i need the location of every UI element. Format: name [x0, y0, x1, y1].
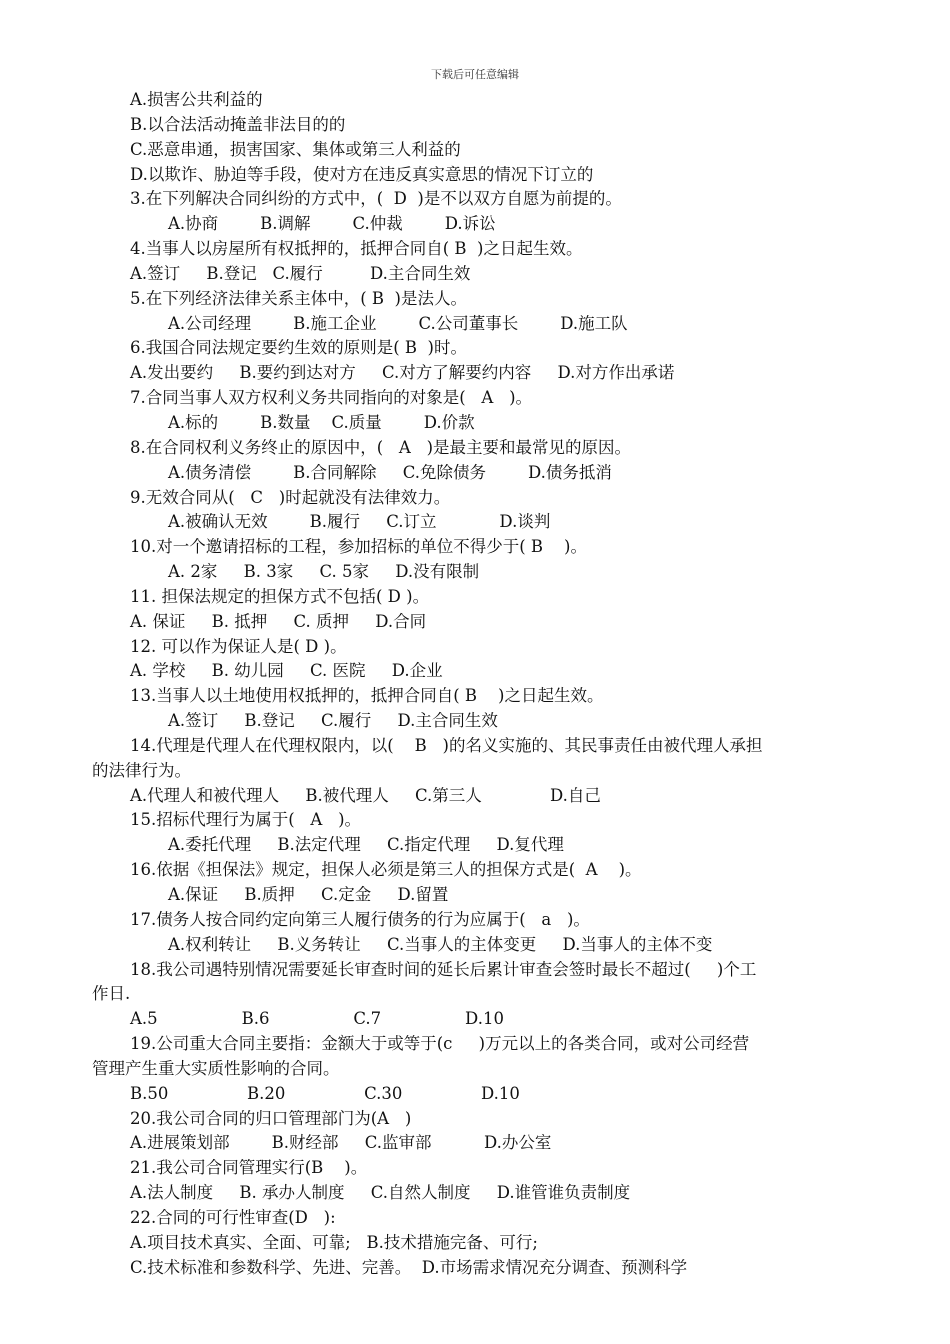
text-line: 11. 担保法规定的担保方式不包括( D )。 — [130, 586, 430, 606]
text-line: 14.代理是代理人在代理权限内，以( B )的名义实施的、其民事责任由被代理人承担 — [130, 735, 763, 755]
text-line: 作日. — [92, 984, 131, 1004]
text-line: 3.在下列解决合同纠纷的方式中，( D )是不以双方自愿为前提的。 — [130, 189, 622, 209]
text-line: 13.当事人以土地使用权抵押的，抵押合同自( B )之日起生效。 — [130, 686, 604, 706]
text-line: A. 2家 B. 3家 C. 5家 D.没有限制 — [168, 562, 480, 582]
text-line: A. 学校 B. 幼儿园 C. 医院 D.企业 — [130, 661, 443, 681]
text-line: A.5 B.6 C.7 D.10 — [130, 1009, 504, 1029]
text-line: 15.招标代理行为属于( A )。 — [130, 810, 361, 830]
page-header: 下载后可任意编辑 — [431, 68, 519, 81]
text-line: A.债务清偿 B.合同解除 C.免除债务 D.债务抵消 — [168, 462, 612, 482]
text-line: 6.我国合同法规定要约生效的原则是( B )时。 — [130, 338, 467, 358]
text-line: A.公司经理 B.施工企业 C.公司董事长 D.施工队 — [168, 313, 628, 333]
text-line: D.以欺诈、胁迫等手段，使对方在违反真实意思的情况下订立的 — [130, 164, 594, 184]
text-line: 12. 可以作为保证人是( D )。 — [130, 636, 347, 656]
text-line: 管理产生重大实质性影响的合同。 — [92, 1058, 340, 1078]
text-line: B.以合法活动掩盖非法目的的 — [130, 114, 346, 134]
text-line: 4.当事人以房屋所有权抵押的，抵押合同自( B )之日起生效。 — [130, 239, 583, 259]
text-line: A.签订 B.登记 C.履行 D.主合同生效 — [130, 263, 471, 283]
document-body — [92, 88, 890, 1281]
text-line: 21.我公司合同管理实行(B )。 — [130, 1158, 368, 1178]
text-line: 18.我公司遇特别情况需要延长审查时间的延长后累计审查会签时最长不超过( )个工 — [130, 959, 757, 979]
text-line: A. 保证 B. 抵押 C. 质押 D.合同 — [130, 611, 427, 631]
text-line: A.项目技术真实、全面、可靠; B.技术措施完备、可行; — [130, 1232, 538, 1252]
text-line: A.进展策划部 B.财经部 C.监审部 D.办公室 — [130, 1133, 552, 1153]
text-line: 16.依据《担保法》规定，担保人必须是第三人的担保方式是( A )。 — [130, 860, 642, 880]
text-line: A.保证 B.质押 C.定金 D.留置 — [168, 885, 449, 904]
text-line: 20.我公司合同的归口管理部门为(A ) — [130, 1108, 412, 1128]
text-line: 8.在合同权利义务终止的原因中，( A )是最主要和最常见的原因。 — [130, 437, 632, 457]
text-line: 7.合同当事人双方权利义务共同指向的对象是( A )。 — [130, 388, 533, 408]
text-line: 9.无效合同从( C )时起就没有法律效力。 — [130, 487, 451, 507]
text-line: 17.债务人按合同约定向第三人履行债务的行为应属于( a )。 — [130, 909, 590, 929]
text-line: 19.公司重大合同主要指：金额大于或等于(c )万元以上的各类合同，或对公司经营 — [130, 1034, 750, 1054]
text-line: 5.在下列经济法律关系主体中，( B )是法人。 — [130, 288, 467, 308]
text-line: A.被确认无效 B.履行 C.订立 D.谈判 — [168, 512, 551, 532]
text-line: A.签订 B.登记 C.履行 D.主合同生效 — [168, 711, 498, 731]
text-line: A.标的 B.数量 C.质量 D.价款 — [168, 412, 475, 432]
text-line: 的法律行为。 — [92, 760, 191, 780]
text-line: A.代理人和被代理人 B.被代理人 C.第三人 D.自己 — [130, 785, 601, 805]
text-line: 22.合同的可行性审查(D ): — [130, 1207, 336, 1227]
text-line: A.法人制度 B. 承办人制度 C.自然人制度 D.谁管谁负责制度 — [130, 1183, 631, 1203]
text-line: B.50 B.20 C.30 D.10 — [130, 1083, 520, 1103]
text-line: A.发出要约 B.要约到达对方 C.对方了解要约内容 D.对方作出承诺 — [130, 363, 675, 383]
text-line: A.委托代理 B.法定代理 C.指定代理 D.复代理 — [168, 835, 564, 855]
text-line: A.损害公共利益的 — [130, 90, 263, 109]
text-line: 10.对一个邀请招标的工程，参加招标的单位不得少于( B )。 — [130, 537, 587, 557]
text-line: A.协商 B.调解 C.仲裁 D.诉讼 — [168, 214, 496, 234]
text-line: A.权利转让 B.义务转让 C.当事人的主体变更 D.当事人的主体不变 — [168, 934, 713, 954]
text-line: C.技术标准和参数科学、先进、完善。 D.市场需求情况充分调查、预测科学 — [130, 1257, 688, 1277]
text-line: C.恶意串通，损害国家、集体或第三人利益的 — [130, 139, 461, 159]
